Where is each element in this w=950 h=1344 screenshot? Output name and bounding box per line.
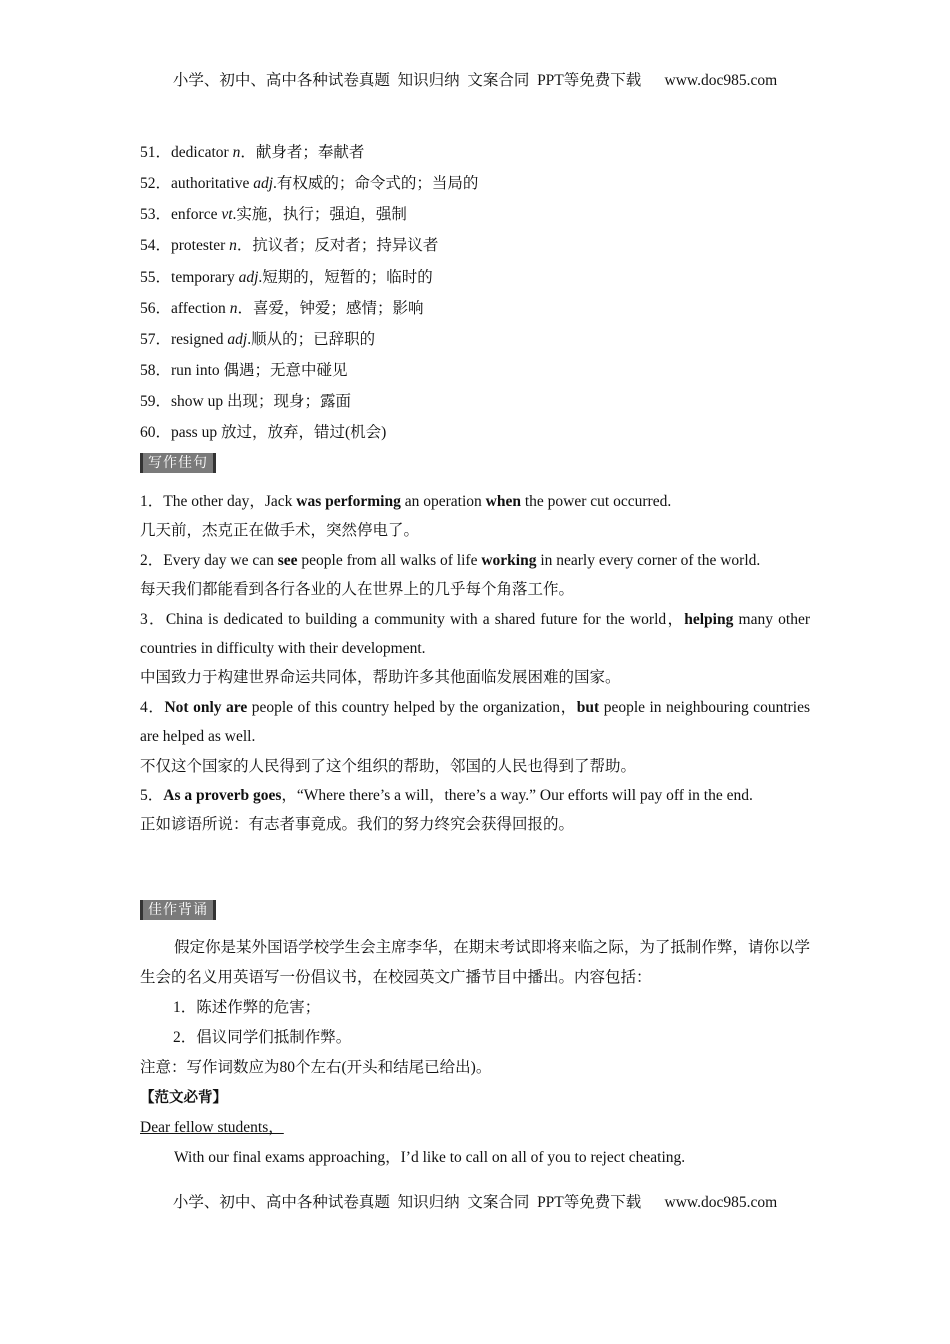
sentence-zh: 每天我们都能看到各行各业的人在世界上的几乎每个角落工作。 [140,581,575,599]
task-note: 注意：写作词数应为80个左右(开头和结尾已给出)。 [140,1059,492,1076]
page-header: 小学、初中、高中各种试卷真题 知识归纳 文案合同 PPT等免费下载 www.doc985.com [172,72,778,89]
vocab-item: 53．enforce vt.实施，执行；强迫，强制 [140,206,407,223]
vocabulary-list [140,140,820,451]
task-point: 2．倡议同学们抵制作弊。 [173,1029,352,1046]
sentence-zh: 中国致力于构建世界命运共同体，帮助许多其他面临发展困难的国家。 [140,669,621,687]
section-tag-writing-sentences: 写作佳句 [140,453,216,473]
essay-opening: With our final exams approaching，I’d like to call on all of you to reject cheating. [174,1149,686,1166]
vocab-item: 54．protester n．抗议者；反对者；持异议者 [140,237,439,254]
task-point: 1．陈述作弊的危害； [173,999,321,1016]
vocab-item: 58．run into 偶遇；无意中碰见 [140,362,348,379]
good-sentences [140,487,810,840]
essay-greeting: Dear fellow students， [140,1119,284,1136]
vocab-item: 51．dedicator n．献身者；奉献者 [140,144,365,161]
sentence-en: 3．China is dedicated to building a community with a shared future for the world，helping many other countries in difficulty with their development. [140,610,810,658]
sentence-en: 4．Not only are people of this country helped by the organization，but people in neighbouring countries are helped as well. [140,698,810,746]
sentence-zh: 几天前，杰克正在做手术，突然停电了。 [140,522,420,540]
vocab-item: 60．pass up 放过，放弃，错过(机会) [140,424,387,441]
vocab-item: 57．resigned adj.顺从的；已辞职的 [140,331,376,348]
vocab-item: 55．temporary adj.短期的，短暂的；临时的 [140,268,433,286]
section-tag-model-essay: 佳作背诵 [140,900,216,920]
sentence-zh: 正如谚语所说：有志者事竟成。我们的努力终究会获得回报的。 [140,816,575,834]
sentence-zh: 不仅这个国家的人民得到了这个组织的帮助，邻国的人民也得到了帮助。 [140,757,637,775]
sentence-en: 5．As a proverb goes，“Where there’s a will，there’s a way.” Our efforts will pay off in the end. [140,787,753,805]
vocab-item: 56．affection n．喜爱，钟爱；感情；影响 [140,300,424,317]
sentence-en: 1．The other day，Jack was performing an operation when the power cut occurred. [140,493,672,510]
model-essay-title: 【范文必背】 [140,1090,227,1106]
vocab-item: 52．authoritative adj.有权威的；命令式的；当局的 [140,175,479,192]
writing-task [140,933,810,1173]
task-prompt: 假定你是某外国语学校学生会主席李华，在期末考试即将来临之际，为了抵制作弊，请你以学生会的名义用英语写一份倡议书，在校园英文广播节目中播出。内容包括： [140,939,810,986]
page-footer: 小学、初中、高中各种试卷真题 知识归纳 文案合同 PPT等免费下载 www.doc985.com [172,1194,778,1211]
sentence-en: 2．Every day we can see people from all walks of life working in nearly every corner of the world. [140,551,761,569]
vocab-item: 59．show up 出现；现身；露面 [140,393,352,410]
